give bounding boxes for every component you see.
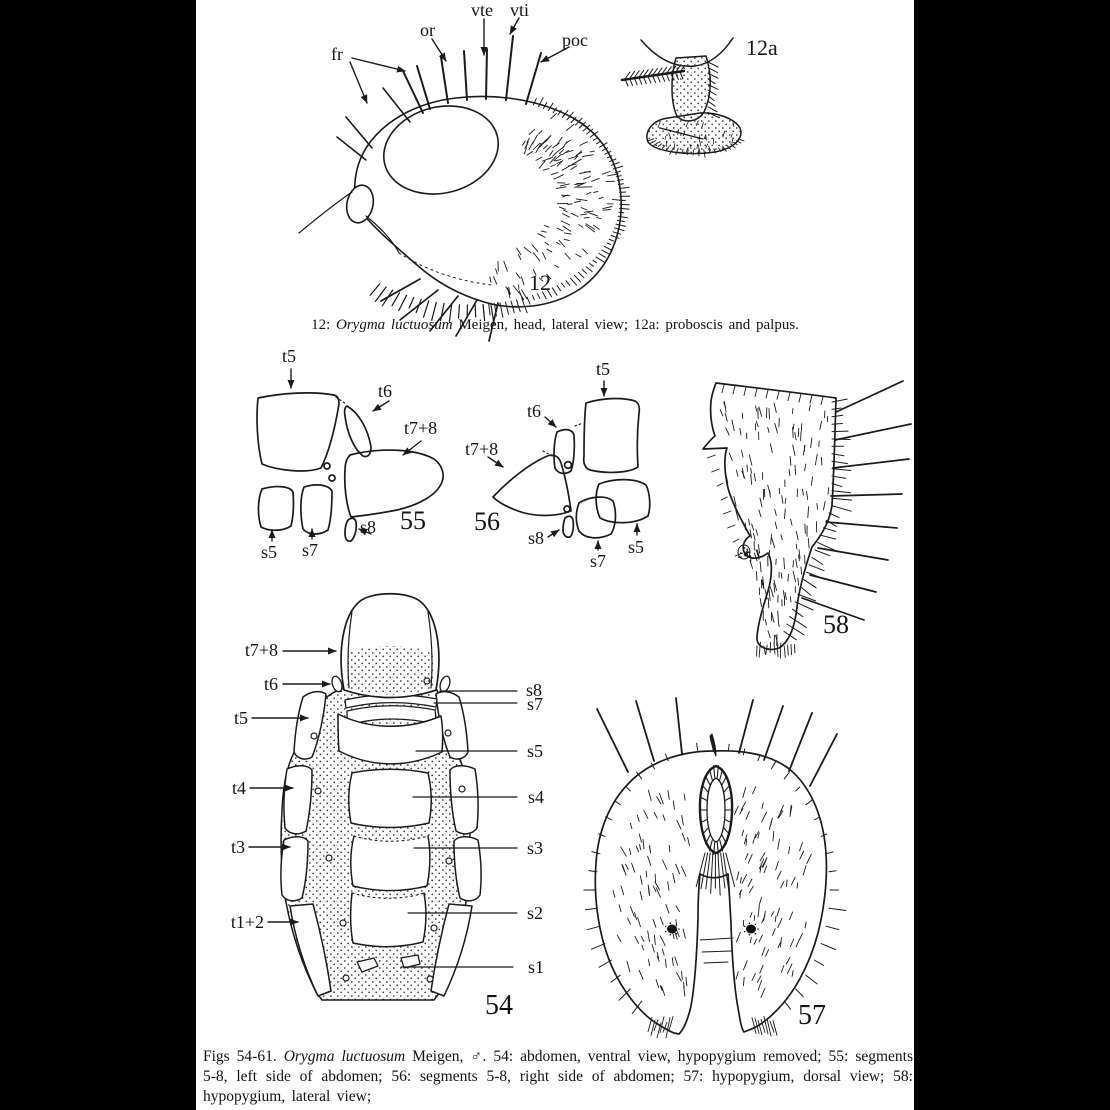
fig58-setae bbox=[802, 381, 911, 620]
fig54-label-t3: t3 bbox=[230, 837, 245, 857]
fig58-number: 58 bbox=[823, 610, 849, 639]
fig12-label-vte: vte bbox=[471, 0, 493, 20]
caption-figs54-61-text: Meigen, ♂. 54: abdomen, ventral view, hypopygium removed; 55: segments 5-8, left side of abdomen; 56: segments 5-8, right side of abdomen; 57: hypopygium, dorsal view; 58: hypopygium, lateral view; bbox=[203, 1048, 914, 1105]
fig54-label-t12: t1+2 bbox=[230, 912, 264, 932]
fig12-head-drawing bbox=[299, 18, 630, 341]
fig54-label-s4: s4 bbox=[528, 787, 545, 807]
caption-fig12 bbox=[196, 317, 914, 334]
fig58-drawing bbox=[703, 381, 911, 658]
fig12-label-or: or bbox=[420, 20, 435, 40]
fig56-number: 56 bbox=[474, 507, 500, 536]
fig56-drawing bbox=[488, 381, 650, 550]
caption-fig12-text: Meigen, head, lateral view; 12a: proboscis and palpus. bbox=[458, 317, 799, 333]
fig54-label-s2: s2 bbox=[527, 903, 544, 923]
fig54-label-s8: s8 bbox=[526, 680, 543, 700]
fig57-number: 57 bbox=[798, 1000, 826, 1031]
fig55-label-s5: s5 bbox=[261, 542, 278, 562]
fig12a-number: 12a bbox=[746, 35, 778, 60]
fig55-label-s8: s8 bbox=[360, 517, 377, 537]
fig56-label-t5: t5 bbox=[596, 359, 611, 379]
fig56-label-s8: s8 bbox=[528, 528, 545, 548]
caption-fig12-ref: 12: bbox=[311, 317, 331, 333]
fig57-drawing bbox=[584, 698, 846, 1038]
fig54-label-s7: s7 bbox=[527, 694, 544, 714]
fig56-label-s5: s5 bbox=[628, 537, 645, 557]
fig54-drawing bbox=[249, 594, 517, 1000]
fig12-label-vti: vti bbox=[510, 0, 530, 20]
caption-fig12-species: Orygma luctuosum bbox=[336, 317, 453, 333]
fig56-label-s7: s7 bbox=[590, 551, 607, 571]
fig12-label-fr: fr bbox=[331, 44, 343, 64]
fig12-label-poc: poc bbox=[562, 30, 588, 50]
fig57-channel-lines bbox=[700, 938, 733, 963]
caption-figs54-61-ref: Figs 54-61. bbox=[203, 1048, 277, 1065]
caption-figs54-61 bbox=[203, 1047, 913, 1107]
fig12a-proboscis-drawing bbox=[622, 38, 744, 157]
fig54-label-t4: t4 bbox=[231, 778, 246, 798]
fig12-pointer-arrows bbox=[350, 18, 569, 103]
fig12-number: 12 bbox=[529, 270, 551, 295]
fig55-label-s7: s7 bbox=[302, 540, 319, 560]
fig54-label-s1: s1 bbox=[528, 957, 545, 977]
fig56-label-t6: t6 bbox=[527, 401, 542, 421]
caption-figs54-61-species: Orygma luctuosum bbox=[283, 1048, 406, 1065]
fig54-label-t78: t7+8 bbox=[244, 640, 278, 660]
fig57-top-bristles bbox=[597, 698, 837, 786]
fig56-label-t78: t7+8 bbox=[465, 439, 499, 459]
fig54-label-s3: s3 bbox=[527, 838, 544, 858]
fig55-label-t5: t5 bbox=[282, 346, 297, 366]
fig55-label-t6: t6 bbox=[378, 381, 393, 401]
fig54-number: 54 bbox=[485, 990, 513, 1021]
fig55-label-t78: t7+8 bbox=[404, 418, 438, 438]
fig55-number: 55 bbox=[400, 506, 426, 535]
fig54-label-s5: s5 bbox=[527, 741, 544, 761]
fig55-pointer-arrows bbox=[272, 369, 421, 541]
fig54-label-t5: t5 bbox=[233, 708, 248, 728]
fig54-label-t6: t6 bbox=[263, 674, 278, 694]
